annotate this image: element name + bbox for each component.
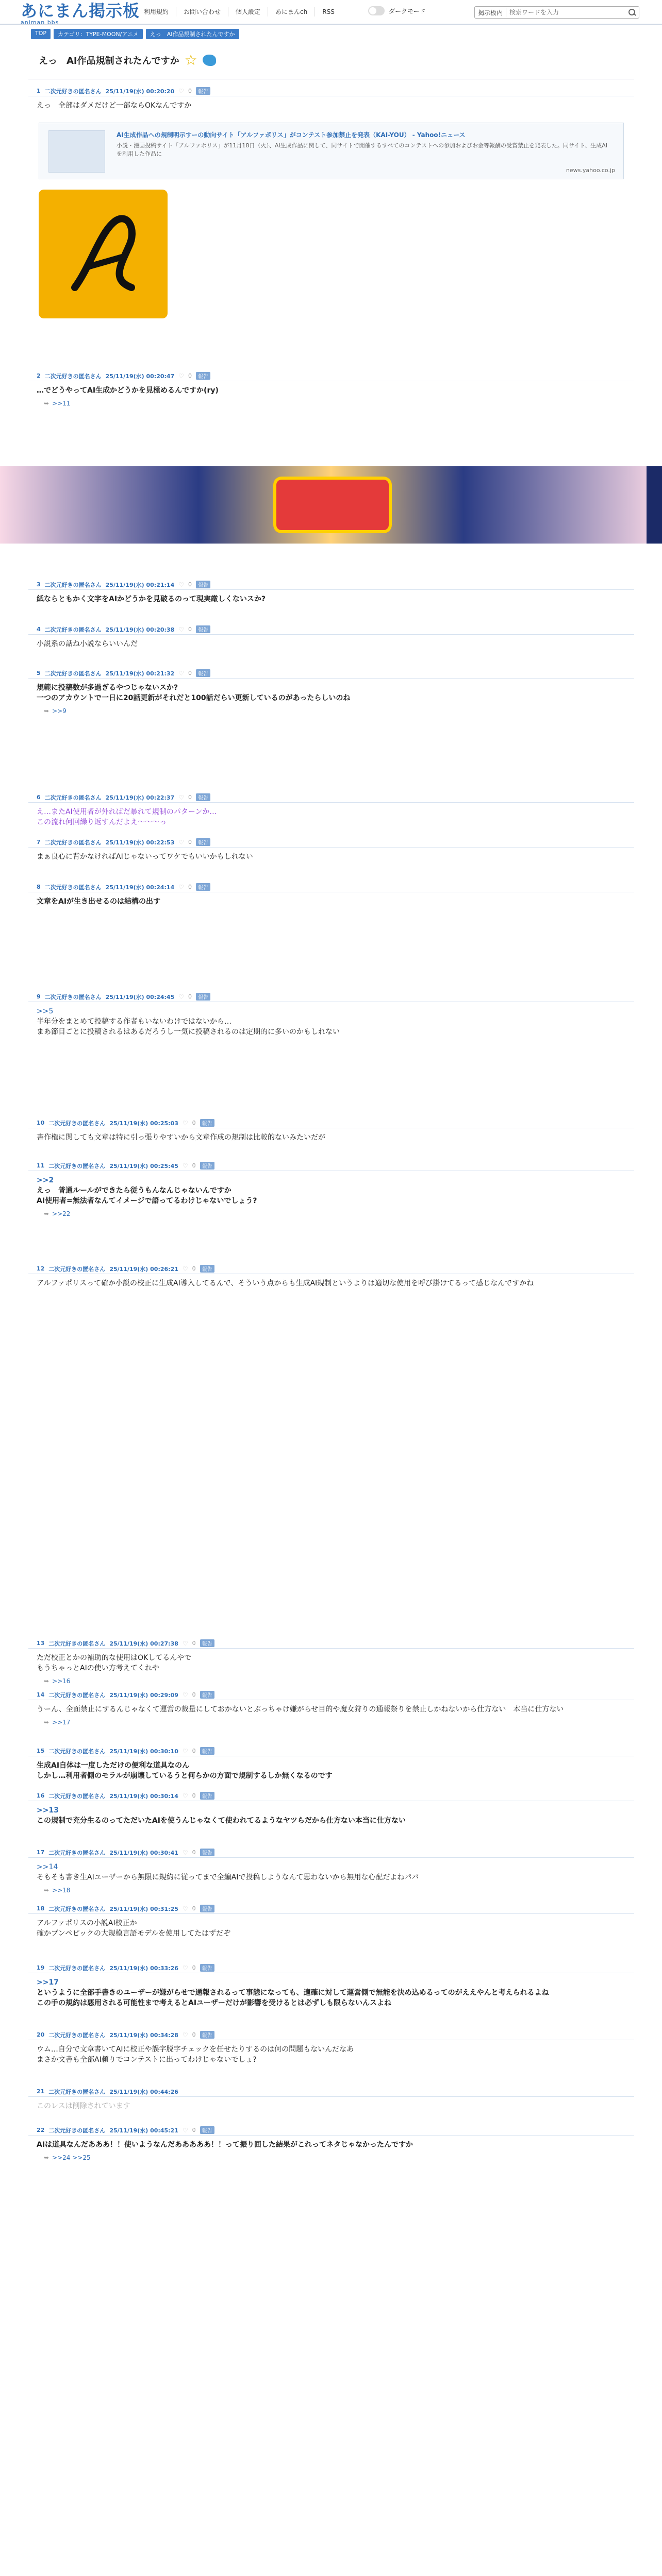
heart-icon[interactable]: ♡ — [178, 993, 184, 1001]
post-4 — [28, 624, 634, 649]
heart-icon[interactable]: ♡ — [182, 1905, 188, 1912]
post-anchor-link[interactable]: >>13 — [37, 1806, 59, 1815]
heart-icon[interactable]: ♡ — [182, 1162, 188, 1170]
reply-icon: ➥ — [44, 1719, 49, 1726]
post-author: 二次元好きの匿名さん — [48, 1905, 106, 1912]
post-anchor-link[interactable]: >>14 — [37, 1863, 58, 1871]
post-meta — [28, 1690, 634, 1700]
report-button[interactable]: 報告 — [196, 87, 210, 95]
post-body — [28, 2136, 634, 2150]
report-button[interactable]: 報告 — [200, 1162, 214, 1170]
reply-anchor[interactable]: >>18 — [52, 1887, 71, 1894]
post-12 — [28, 1264, 634, 1289]
report-button[interactable]: 報告 — [196, 372, 210, 380]
breadcrumb-category[interactable]: カテゴリ：TYPE-MOON/アニメ — [54, 29, 143, 39]
reply-anchor[interactable]: >>22 — [52, 1210, 71, 1217]
post-meta — [28, 837, 634, 848]
post-meta — [28, 792, 634, 803]
post-text-line: 文章をAIが生き出せるのは結構の出す — [37, 897, 161, 906]
heart-icon[interactable]: ♡ — [182, 1792, 188, 1800]
post-meta — [28, 1848, 634, 1858]
post-text-line: AI使用者=無法者なんてイメージで語ってるわけじゃないでしょう? — [37, 1197, 257, 1205]
post-author: 二次元好きの匿名さん — [48, 1162, 106, 1170]
post-number[interactable]: 22 — [37, 2127, 45, 2133]
post-meta — [28, 580, 634, 590]
report-button[interactable]: 報告 — [200, 1849, 214, 1856]
like-count: 0 — [188, 839, 192, 845]
post-13 — [28, 1638, 634, 1685]
post-5 — [28, 668, 634, 715]
post-text-line: …でどうやってAI生成かどうかを見極めるんですか(ry) — [37, 386, 219, 395]
ad-edge — [647, 466, 662, 544]
logo-subtext: animan bbs — [21, 19, 59, 26]
post-author: 二次元好きの匿名さん — [44, 839, 102, 846]
post-meta — [28, 2087, 634, 2097]
post-number[interactable]: 5 — [37, 670, 41, 676]
report-button[interactable]: 報告 — [196, 669, 210, 677]
report-button[interactable]: 報告 — [200, 1691, 214, 1699]
post-author: 二次元好きの匿名さん — [48, 2088, 106, 2095]
post-author: 二次元好きの匿名さん — [48, 1748, 106, 1755]
heart-icon[interactable]: ♡ — [178, 87, 184, 95]
post-3 — [28, 580, 634, 604]
post-author: 二次元好きの匿名さん — [48, 1792, 106, 1800]
report-button[interactable]: 報告 — [200, 1119, 214, 1127]
post-11 — [28, 1161, 634, 1217]
reply-links — [28, 703, 634, 715]
nav-contact[interactable]: お問い合わせ — [176, 7, 228, 16]
reply-links — [28, 396, 634, 407]
post-text-line: もうちゃっとAIの使い方考えてくれや — [37, 1664, 159, 1672]
like-count: 0 — [192, 1849, 196, 1856]
post-text-line: 一つのアカウントで一日に20話更新がそれだと100話だらい更新しているのがあったらしいのね — [37, 694, 351, 702]
reply-icon: ➥ — [44, 1210, 49, 1217]
reply-icon: ➥ — [44, 2154, 49, 2161]
post-meta — [28, 2030, 634, 2040]
post-text-line: 規範に投稿数が多過ぎるやつじゃないスか? — [37, 684, 178, 692]
reply-anchor[interactable]: >>11 — [52, 400, 71, 407]
post-19 — [28, 1963, 634, 2008]
breadcrumb-thread[interactable]: えっ AI作品規制されたんですか — [146, 29, 239, 39]
post-text-line: ウム…自分で文章書いてAIに校正や誤字脱字チェックを任せたりするのは何の問題もないんだなあ — [37, 2045, 354, 2054]
post-number[interactable]: 14 — [37, 1691, 45, 1698]
reply-icon: ➥ — [44, 1887, 49, 1894]
post-date: 25/11/19(水) 00:30:41 — [109, 1849, 178, 1856]
post-number[interactable]: 21 — [37, 2088, 45, 2095]
post-meta — [28, 1638, 634, 1649]
heart-icon[interactable]: ♡ — [182, 1747, 188, 1755]
post-text-line: アルファポリスって確か小説の校正に生成AI導入してるんで、そういう点からも生成AI規制というよりは適切な使用を呼び掛けてるって感じなんですかね — [37, 1279, 534, 1287]
post-date: 25/11/19(水) 00:31:25 — [109, 1905, 178, 1912]
like-count: 0 — [188, 626, 192, 633]
post-number[interactable]: 19 — [37, 1964, 45, 1971]
post-2 — [28, 371, 634, 407]
post-date: 25/11/19(水) 00:22:37 — [105, 794, 175, 801]
ad-banner[interactable] — [0, 466, 662, 544]
report-button[interactable]: 報告 — [200, 1964, 214, 1972]
post-15 — [28, 1746, 634, 1781]
post-author: 二次元好きの匿名さん — [44, 626, 102, 633]
nav-animanch[interactable]: あにまんch — [268, 7, 315, 16]
link-card-domain: news.yahoo.co.jp — [566, 167, 615, 174]
post-body — [28, 381, 634, 396]
post-number[interactable]: 9 — [37, 993, 41, 1000]
like-count: 0 — [188, 884, 192, 890]
post-body — [28, 1649, 634, 1673]
post-number[interactable]: 20 — [37, 2031, 45, 2038]
deleted-notice: このレスは削除されています — [37, 2102, 130, 2110]
heart-icon[interactable]: ♡ — [178, 669, 184, 677]
post-text-line: うーん、全面禁止にするんじゃなくて運営の裁量にしておかないとぶっちゃけ嫌がらせ目的や魔女狩りの通報祭りを禁止しかねないから仕方ない 本当に仕方ない — [37, 1705, 564, 1714]
heart-icon[interactable]: ♡ — [182, 1691, 188, 1699]
post-author: 二次元好きの匿名さん — [44, 88, 102, 95]
post-meta — [28, 624, 634, 635]
post-10 — [28, 1118, 634, 1143]
heart-icon[interactable]: ♡ — [178, 838, 184, 846]
post-date: 25/11/19(水) 00:25:03 — [109, 1120, 178, 1127]
post-meta — [28, 1791, 634, 1801]
post-date: 25/11/19(水) 00:20:47 — [105, 372, 175, 380]
ad-logo — [273, 477, 392, 533]
post-meta — [28, 1264, 634, 1274]
post-text-line: この手の規約は悪用される可能性まで考えるとAIユーザーだけが影響を受けるとは必ずしも限らないんスよね — [37, 1999, 392, 2007]
reply-icon: ➥ — [44, 1677, 49, 1685]
post-text-line: ただ校正とかの補助的な使用はOKしてるんやで — [37, 1654, 192, 1662]
post-number[interactable]: 11 — [37, 1162, 45, 1169]
heart-icon[interactable]: ♡ — [182, 2031, 188, 2039]
post-date: 25/11/19(水) 00:44:26 — [109, 2088, 178, 2095]
breadcrumb-top[interactable]: TOP — [31, 29, 51, 39]
heart-icon[interactable]: ♡ — [178, 625, 184, 633]
post-date: 25/11/19(水) 00:20:20 — [105, 88, 175, 95]
heart-icon[interactable]: ♡ — [178, 372, 184, 380]
like-count: 0 — [188, 581, 192, 588]
post-date: 25/11/19(水) 00:33:26 — [109, 1964, 178, 1972]
post-author: 二次元好きの匿名さん — [48, 1120, 106, 1127]
like-count: 0 — [188, 88, 192, 94]
post-6 — [28, 792, 634, 827]
post-meta — [28, 1118, 634, 1128]
post-body — [28, 1914, 634, 1939]
reply-links — [28, 1715, 634, 1726]
like-count: 0 — [192, 1792, 196, 1799]
post-number[interactable]: 15 — [37, 1748, 45, 1754]
reply-links — [28, 1673, 634, 1685]
post-body — [28, 1700, 634, 1715]
post-body — [28, 1756, 634, 1781]
post-body — [28, 1274, 634, 1289]
like-count: 0 — [192, 1905, 196, 1912]
like-count: 0 — [188, 794, 192, 801]
reply-links — [28, 2150, 634, 2161]
reply-anchor[interactable]: >>24 >>25 — [52, 2154, 91, 2161]
post-body — [28, 1002, 634, 1037]
dark-mode-label: ダークモード — [389, 7, 426, 15]
link-card[interactable] — [39, 123, 624, 179]
post-author: 二次元好きの匿名さん — [48, 2031, 106, 2039]
post-body — [28, 1801, 634, 1826]
post-text-line: 生成AI自体は一度しただけの便利な道具なのん — [37, 1761, 190, 1770]
post-author: 二次元好きの匿名さん — [48, 1964, 106, 1972]
post-text-line: え…またAI使用者が外ればだ暴れて規制のパターンか… — [37, 808, 217, 816]
post-body — [28, 848, 634, 862]
post-21 — [28, 2087, 634, 2111]
post-date: 25/11/19(水) 00:22:53 — [105, 839, 175, 846]
like-count: 0 — [192, 1162, 196, 1169]
like-count: 0 — [192, 1691, 196, 1698]
post-14 — [28, 1690, 634, 1726]
post-meta — [28, 668, 634, 679]
heart-icon[interactable]: ♡ — [178, 793, 184, 801]
post-author: 二次元好きの匿名さん — [44, 670, 102, 677]
post-text-line: というように全部手書きのユーザーが嫌がらせで通報されるって事態になっても、適確に対して運営側で無能を決め込めるってのがええやんと考えられるよね — [37, 1989, 549, 1997]
like-count: 0 — [188, 993, 192, 1000]
post-date: 25/11/19(水) 00:34:28 — [109, 2031, 178, 2039]
post-author: 二次元好きの匿名さん — [48, 1691, 106, 1699]
report-button[interactable]: 報告 — [200, 2031, 214, 2039]
nav-terms[interactable]: 利用規約 — [137, 7, 176, 16]
post-body — [28, 590, 634, 604]
post-body — [28, 679, 634, 703]
post-date: 25/11/19(水) 00:20:38 — [105, 626, 175, 633]
post-date: 25/11/19(水) 00:27:38 — [109, 1640, 178, 1647]
post-number[interactable]: 17 — [37, 1849, 45, 1856]
like-count: 0 — [192, 1265, 196, 1272]
post-anchor-link[interactable]: >>2 — [37, 1176, 54, 1184]
post-text-line: まぁ良心に背かなければAIじゃないってワケでもいいかもしれない — [37, 853, 253, 861]
post-author: 二次元好きの匿名さん — [48, 1640, 106, 1647]
nav-rss[interactable]: RSS — [322, 8, 335, 15]
report-button[interactable]: 報告 — [196, 993, 210, 1001]
post-anchor-link[interactable]: >>5 — [37, 1007, 54, 1015]
report-button[interactable]: 報告 — [196, 625, 210, 633]
like-count: 0 — [192, 1120, 196, 1126]
logo-text[interactable]: あにまん掲示板 — [21, 1, 140, 21]
post-text-line: この流れ何回繰り返すんだよえ〜〜〜っ — [37, 818, 167, 826]
heart-icon[interactable]: ♡ — [178, 883, 184, 891]
post-number[interactable]: 2 — [37, 372, 41, 379]
report-button[interactable]: 報告 — [196, 793, 210, 801]
post-body — [28, 1858, 634, 1883]
report-button[interactable]: 報告 — [200, 1905, 214, 1912]
post-text-line: AIは道具なんだあああ！！使いようなんだあああああ！！って振り回した結果がこれってネタじゃなかったんですか — [37, 2141, 413, 2149]
post-number[interactable]: 7 — [37, 839, 41, 845]
post-17 — [28, 1848, 634, 1894]
post-body — [28, 892, 634, 907]
post-meta — [28, 371, 634, 381]
heart-icon[interactable]: ♡ — [182, 2126, 188, 2134]
post-author: 二次元好きの匿名さん — [48, 1265, 106, 1273]
report-button[interactable]: 報告 — [200, 1792, 214, 1800]
post-meta — [28, 1963, 634, 1973]
reply-icon: ➥ — [44, 707, 49, 715]
post-body — [28, 1973, 634, 2008]
report-button[interactable]: 報告 — [196, 581, 210, 588]
post-number[interactable]: 18 — [37, 1905, 45, 1912]
post-number[interactable]: 16 — [37, 1792, 45, 1799]
post-number[interactable]: 1 — [37, 88, 41, 94]
reply-anchor[interactable]: >>9 — [52, 707, 67, 715]
post-text-line: えっ 普通ルールができたら従うもんなんじゃないんですか — [37, 1187, 231, 1195]
post-image[interactable] — [39, 190, 168, 318]
post-meta — [28, 882, 634, 892]
nav-settings[interactable]: 個人設定 — [228, 7, 268, 16]
post-16 — [28, 1791, 634, 1826]
post-text-line: 紙ならともかく文字をAIかどうかを見破るのって現実厳しくないスか? — [37, 595, 266, 603]
post-date: 25/11/19(水) 00:24:14 — [105, 884, 175, 891]
post-date: 25/11/19(水) 00:30:14 — [109, 1792, 178, 1800]
heart-icon[interactable]: ♡ — [182, 1639, 188, 1647]
post-text-line: そもそも書き生AIユーザーから無限に規約に従ってまで全編AIで投稿しようなんて思わないから無用な心配だよねパパ — [37, 1873, 419, 1882]
reply-links — [28, 1206, 634, 1217]
heart-icon[interactable]: ♡ — [178, 581, 184, 588]
post-meta — [28, 1904, 634, 1914]
post-number[interactable]: 10 — [37, 1120, 45, 1126]
post-author: 二次元好きの匿名さん — [44, 794, 102, 801]
link-thumbnail — [48, 130, 105, 173]
reply-anchor[interactable]: >>16 — [52, 1677, 71, 1685]
post-body — [28, 1171, 634, 1206]
post-number[interactable]: 12 — [37, 1265, 45, 1272]
like-count: 0 — [188, 670, 192, 676]
report-button[interactable]: 報告 — [200, 2126, 214, 2134]
post-date: 25/11/19(水) 00:26:21 — [109, 1265, 178, 1273]
report-button[interactable]: 報告 — [200, 1265, 214, 1273]
post-meta — [28, 1746, 634, 1756]
post-text-line: 確かブンペピックの大規模言語モデルを使用してたはずだぞ — [37, 1929, 231, 1938]
post-author: 二次元好きの匿名さん — [44, 884, 102, 891]
post-meta — [28, 2125, 634, 2136]
post-meta — [28, 86, 634, 96]
post-body — [28, 635, 634, 649]
post-date: 25/11/19(水) 00:21:32 — [105, 670, 175, 677]
post-date: 25/11/19(水) 00:21:14 — [105, 581, 175, 588]
like-count: 0 — [192, 1964, 196, 1971]
reply-icon: ➥ — [44, 400, 49, 407]
post-text-line: えっ 全部はダメだけど一部ならOKなんですか — [37, 101, 192, 110]
post-meta — [28, 992, 634, 1002]
post-date: 25/11/19(水) 00:45:21 — [109, 2127, 178, 2134]
thread-title: えっ AI作品規制されたんですか — [39, 55, 179, 66]
star-icon[interactable]: ☆ — [184, 51, 197, 69]
report-button[interactable]: 報告 — [200, 1747, 214, 1755]
post-author: 二次元好きの匿名さん — [44, 581, 102, 588]
post-body — [28, 803, 634, 827]
post-9 — [28, 992, 634, 1037]
post-text-line: 半年分をまとめて投稿する作者もいないわけではないから… — [37, 1018, 231, 1026]
heart-icon[interactable]: ♡ — [182, 1849, 188, 1856]
like-count: 0 — [192, 1640, 196, 1647]
posts-list — [28, 0, 634, 2576]
post-text-line: まあ節目ごとに投稿されるはあるだろうし一気に投稿されるのは定期的に多いのかもしれない — [37, 1028, 340, 1036]
like-count: 0 — [192, 1748, 196, 1754]
post-7 — [28, 837, 634, 862]
post-number[interactable]: 6 — [37, 794, 41, 801]
heart-icon[interactable]: ♡ — [182, 1265, 188, 1273]
post-text-line: 小説系の話ね小説ならいいんだ — [37, 640, 138, 648]
post-text-line: まさか文書も全部AI頼りでコンテストに出ってわけじゃないでしょ? — [37, 2056, 257, 2064]
post-number[interactable]: 13 — [37, 1640, 45, 1647]
post-18 — [28, 1904, 634, 1939]
like-count: 0 — [192, 2031, 196, 2038]
heart-icon[interactable]: ♡ — [182, 1119, 188, 1127]
post-body — [28, 96, 634, 111]
link-card-desc: 小説・漫画投稿サイト「アルファポリス」が11月18日（火）、AI生成作品に関して、同サイトで開催するすべてのコンテストへの参加およびお金等報酬の受賞禁止を発表した。同サイト、生成AIを利用した作品に — [117, 142, 607, 157]
post-author: 二次元好きの匿名さん — [44, 372, 102, 380]
post-body — [28, 2040, 634, 2065]
post-date: 25/11/19(水) 00:30:10 — [109, 1748, 178, 1755]
post-author: 二次元好きの匿名さん — [44, 993, 102, 1001]
link-card-title[interactable]: AI生成作品への規制明示すーの動向サイト「アルファポリス」がコンテスト参加禁止を発表（KAI-YOU） - Yahoo!ニュース — [117, 131, 466, 139]
post-text-line: この規制で充分生るのってただいたAIを使うんじゃなくて使われてるようなヤツらだから仕方ない本当に仕方ない — [37, 1817, 406, 1825]
post-text-line: しかし…利用者側のモラルが崩壊しているうと何らかの方面で規制するしか無くなるのです — [37, 1772, 333, 1780]
like-count: 0 — [192, 2127, 196, 2133]
post-1 — [28, 86, 634, 111]
reply-anchor[interactable]: >>17 — [52, 1719, 71, 1726]
post-anchor-link[interactable]: >>17 — [37, 1978, 59, 1987]
post-author: 二次元好きの匿名さん — [48, 2127, 106, 2134]
report-button[interactable]: 報告 — [196, 883, 210, 891]
report-button[interactable]: 報告 — [200, 1639, 214, 1647]
post-number[interactable]: 8 — [37, 884, 41, 890]
post-date: 25/11/19(水) 00:25:45 — [109, 1162, 178, 1170]
post-date: 25/11/19(水) 00:29:09 — [109, 1691, 178, 1699]
post-number[interactable]: 3 — [37, 581, 41, 588]
post-body — [28, 1128, 634, 1143]
like-count: 0 — [188, 372, 192, 379]
post-8 — [28, 882, 634, 907]
post-number[interactable]: 4 — [37, 626, 41, 633]
post-text-line: アルファポリスの小説AI校正か — [37, 1919, 137, 1927]
post-date: 25/11/19(水) 00:24:45 — [105, 993, 175, 1001]
post-22 — [28, 2125, 634, 2161]
post-20 — [28, 2030, 634, 2065]
heart-icon[interactable]: ♡ — [182, 1964, 188, 1972]
post-text-line: 書作権に関しても文章は特に引っ張りやすいから文章作成の規制は比較的ないみたいだが — [37, 1133, 325, 1142]
reply-links — [28, 1883, 634, 1894]
report-button[interactable]: 報告 — [196, 838, 210, 846]
search-scope[interactable]: 掲示板内 — [478, 8, 506, 17]
post-meta — [28, 1161, 634, 1171]
post-author: 二次元好きの匿名さん — [48, 1849, 106, 1856]
